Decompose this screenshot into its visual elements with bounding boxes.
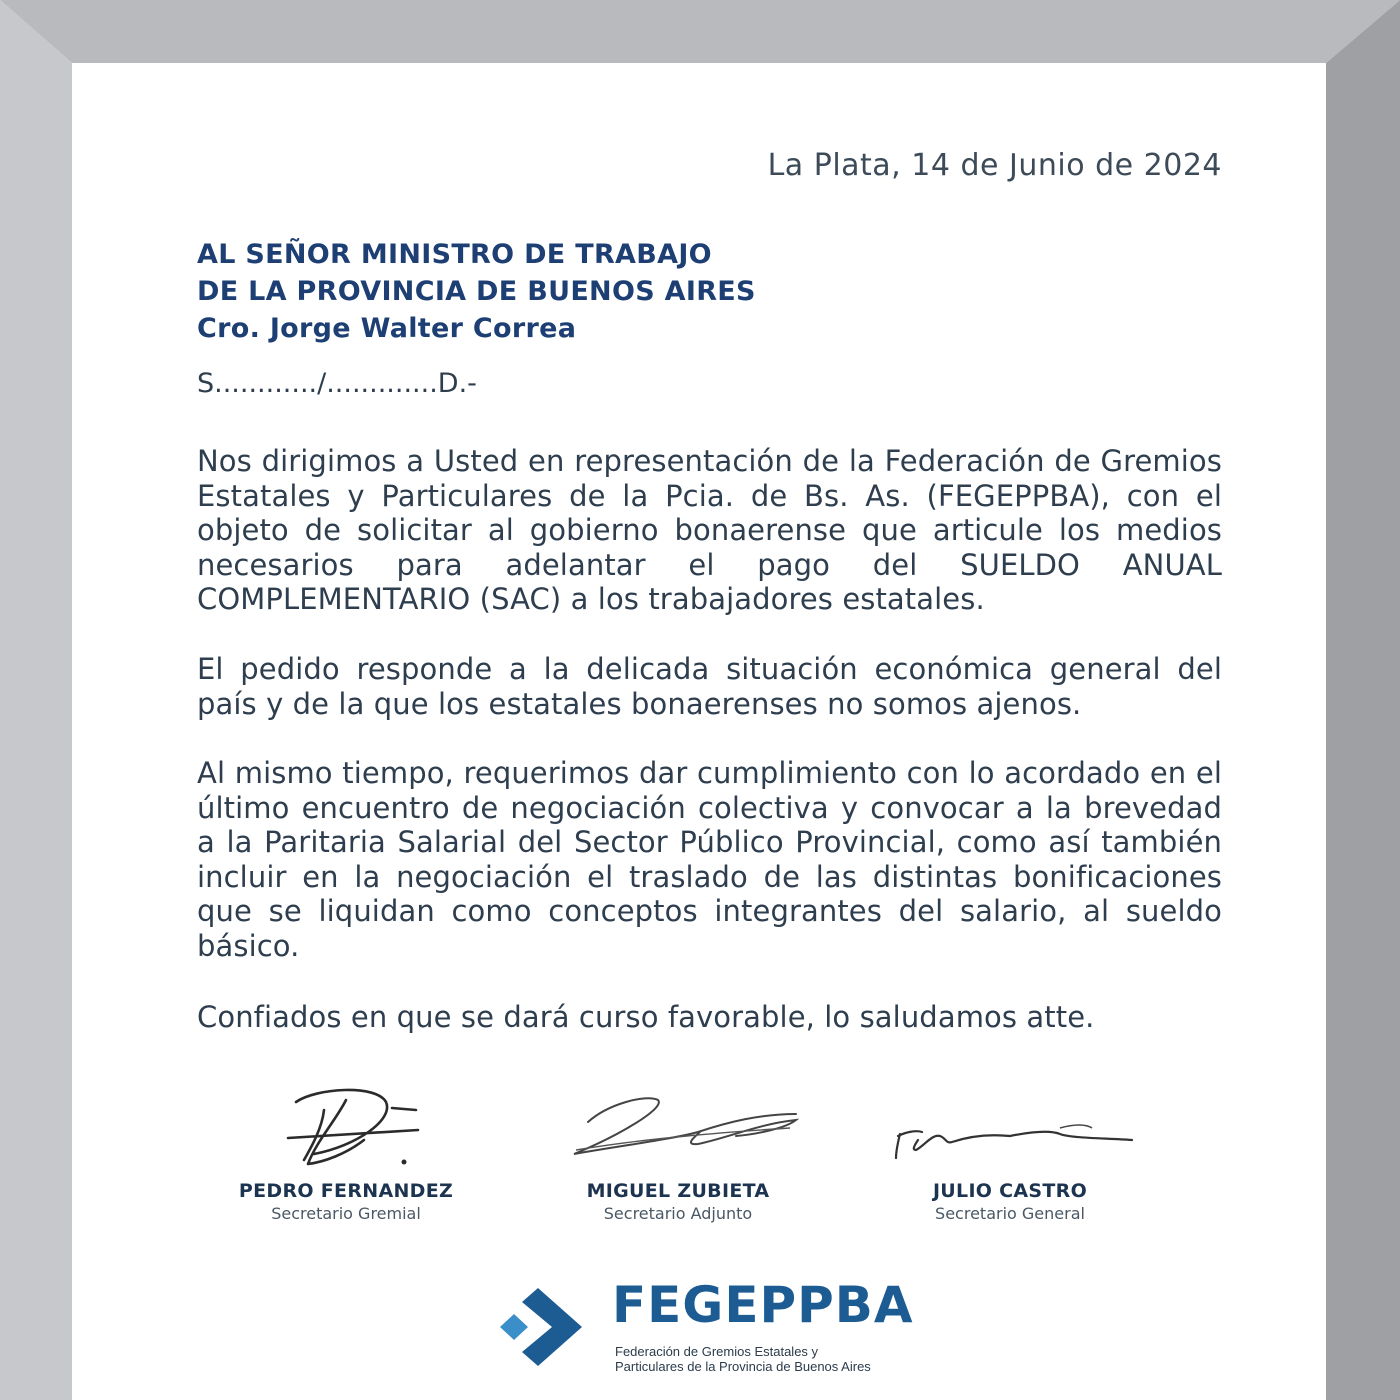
logo-name: FEGEPPBA [612,1276,914,1334]
paragraph-1: Nos dirigimos a Usted en representación de la Federación de Gremios Estatales y Particulares de la Pcia. de Bs. As. (FEGEPPBA), con el objeto de solicitar al gobierno bonaerense que articule los medios necesarios para adelantar el pago del SUELDO ANUAL COMPLEMENTARIO (SAC) a los trabajadores estatales. [197,444,1222,617]
paragraph-2: El pedido responde a la delicada situación económica general del país y de la que los estatales bonaerenses no somos ajenos. [197,652,1222,721]
letter-date: La Plata, 14 de Junio de 2024 [767,148,1222,183]
signature-block-zubieta [528,1080,828,1223]
logo-subtitle [615,1344,871,1374]
fegeppba-logo-icon [498,1288,588,1366]
signatory-name: JULIO CASTRO [932,1180,1088,1202]
signatory-name: MIGUEL ZUBIETA [586,1180,770,1202]
signature-fernandez [196,1080,496,1175]
salutation: S............/.............D.- [197,368,477,399]
signatory-role: Secretario General [935,1204,1085,1223]
signatory-name: PEDRO FERNANDEZ [238,1180,454,1202]
logo-subtitle-line-1: Federación de Gremios Estatales y [615,1344,819,1359]
logo-subtitle-line-2: Particulares de la Provincia de Buenos Aires [615,1359,871,1374]
addressee-line-1: AL SEÑOR MINISTRO DE TRABAJO [197,239,712,270]
paragraph-3: Al mismo tiempo, requerimos dar cumplimiento con lo acordado en el último encuentro de negociación colectiva y convocar a la brevedad a la Paritaria Salarial del Sector Público Provincial, como así también incluir en la negociación el traslado de las distintas bonificaciones que se liquidan como conceptos integrantes del salario, al sueldo básico. [197,756,1222,963]
closing-paragraph: Confiados en que se dará curso favorable, lo saludamos atte. [197,1000,1095,1034]
signature-zubieta [528,1080,828,1175]
signatory-role: Secretario Gremial [271,1204,421,1223]
signatory-role: Secretario Adjunto [603,1204,753,1223]
signature-block-fernandez [196,1080,496,1223]
addressee-line-3: Cro. Jorge Walter Correa [197,313,577,344]
signature-block-castro [860,1080,1160,1223]
addressee-line-2: DE LA PROVINCIA DE BUENOS AIRES [197,276,756,307]
signature-castro [860,1080,1160,1175]
addressee-block [197,236,756,347]
